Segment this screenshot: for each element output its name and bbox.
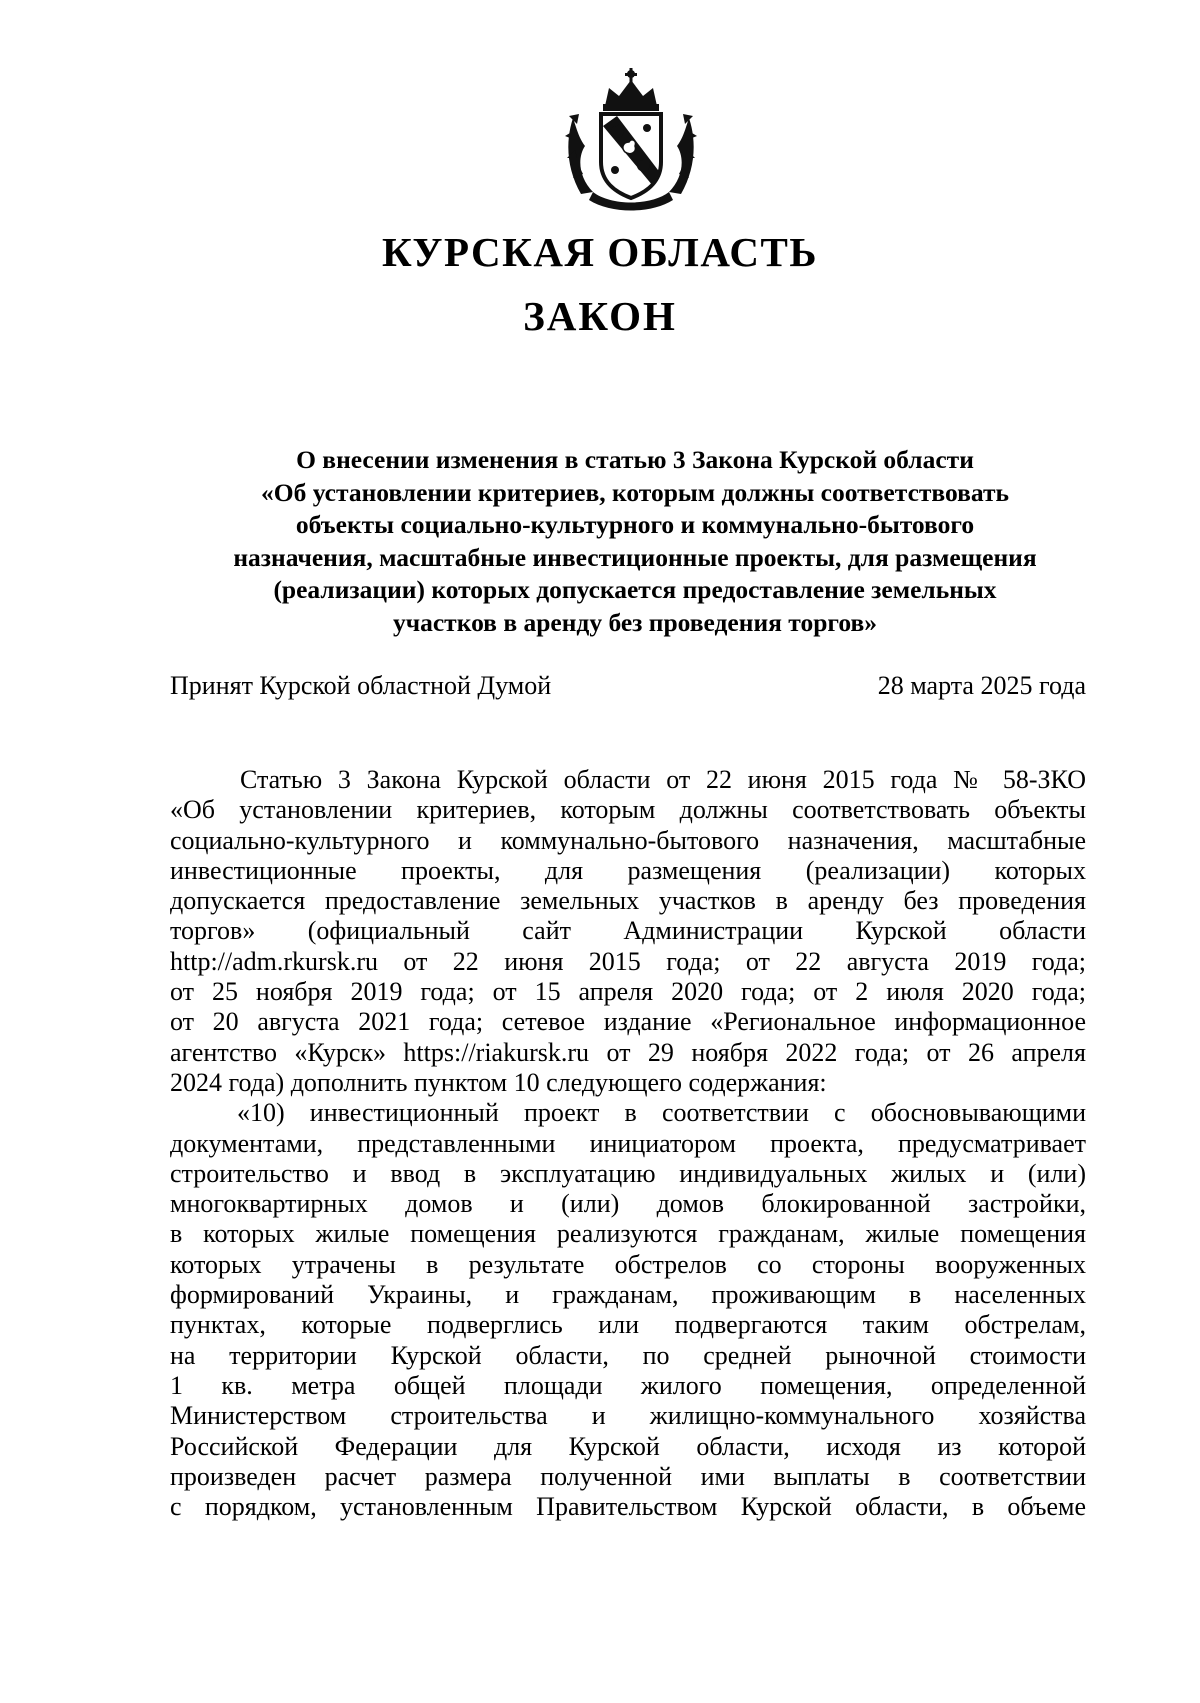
body-line: 1 кв. метра общей площади жилого помещения, определенной (170, 1370, 1086, 1400)
title-line: участков в аренду без проведения торгов» (392, 607, 878, 637)
body-line: от 20 августа 2021 года; сетевое издание «Региональное информационное (170, 1007, 1086, 1037)
body-line: агентство «Курск» https://riakursk.ru от 29 ноября 2022 года; от 26 апреля (170, 1037, 1086, 1067)
body-line: документами, представленными инициатором проекта, предусматривает (170, 1128, 1086, 1158)
title-line: (реализации) которых допускается предоставление земельных (273, 575, 997, 605)
body-line: в которых жилые помещения реализуются гражданам, жилые помещения (170, 1219, 1086, 1249)
body-line: http://adm.rkursk.ru от 22 июня 2015 года; от 22 августа 2019 года; (170, 946, 1086, 976)
body-line: которых утрачены в результате обстрелов со стороны вооруженных (170, 1249, 1086, 1279)
body-line: «Об установлении критериев, которым должны соответствовать объекты (170, 795, 1086, 825)
body-line: многоквартирных домов и (или) домов блокированной застройки, (170, 1189, 1086, 1219)
law-body (170, 765, 1086, 1522)
body-line: произведен расчет размера полученной ими выплаты в соответствии (170, 1461, 1086, 1491)
body-line: Российской Федерации для Курской области, исходя из которой (170, 1431, 1086, 1461)
body-line: «10) инвестиционный проект в соответствии с обосновывающими (237, 1098, 1086, 1128)
body-line: инвестиционные проекты, для размещения (реализации) которых (170, 855, 1086, 885)
body-line: с порядком, установленным Правительством Курской области, в объеме (170, 1492, 1086, 1522)
law-title (160, 444, 1110, 640)
body-line: формирований Украины, и гражданам, проживающим в населенных (170, 1280, 1086, 1310)
region-heading: КУРСКАЯ ОБЛАСТЬ (381, 229, 818, 275)
body-line: от 25 ноября 2019 года; от 15 апреля 2020 года; от 2 июля 2020 года; (170, 977, 1086, 1007)
title-line: «Об установлении критериев, которым должны соответствовать (260, 477, 1010, 507)
title-line: назначения, масштабные инвестиционные проекты, для размещения (233, 542, 1037, 572)
body-line: социально-культурного и коммунально-бытового назначения, масштабные (170, 825, 1086, 855)
title-line: О внесении изменения в статью 3 Закона Курской области (296, 445, 974, 474)
coat-of-arms-emblem (563, 66, 699, 216)
body-line: торгов» (официальный сайт Администрации Курской области (170, 916, 1086, 946)
body-line: допускается предоставление земельных участков в аренду без проведения (170, 886, 1086, 916)
body-line: на территории Курской области, по средней рыночной стоимости (170, 1340, 1086, 1370)
body-line: строительство и ввод в эксплуатацию индивидуальных жилых и (или) (170, 1158, 1086, 1188)
adopted-by: Принят Курской областной Думой (170, 671, 552, 700)
title-line: объекты социально-культурного и коммунально-бытового (295, 510, 975, 540)
document-type-heading: ЗАКОН (523, 293, 677, 339)
body-line: пунктах, которые подверглись или подвергаются таким обстрелам, (170, 1310, 1086, 1340)
body-line: Министерством строительства и жилищно-коммунального хозяйства (170, 1401, 1086, 1431)
adopted-date: 28 марта 2025 года (877, 671, 1086, 700)
body-line: 2024 года) дополнить пунктом 10 следующего содержания: (170, 1067, 827, 1097)
body-line: Статью 3 Закона Курской области от 22 июня 2015 года № 58-ЗКО (240, 765, 1086, 794)
